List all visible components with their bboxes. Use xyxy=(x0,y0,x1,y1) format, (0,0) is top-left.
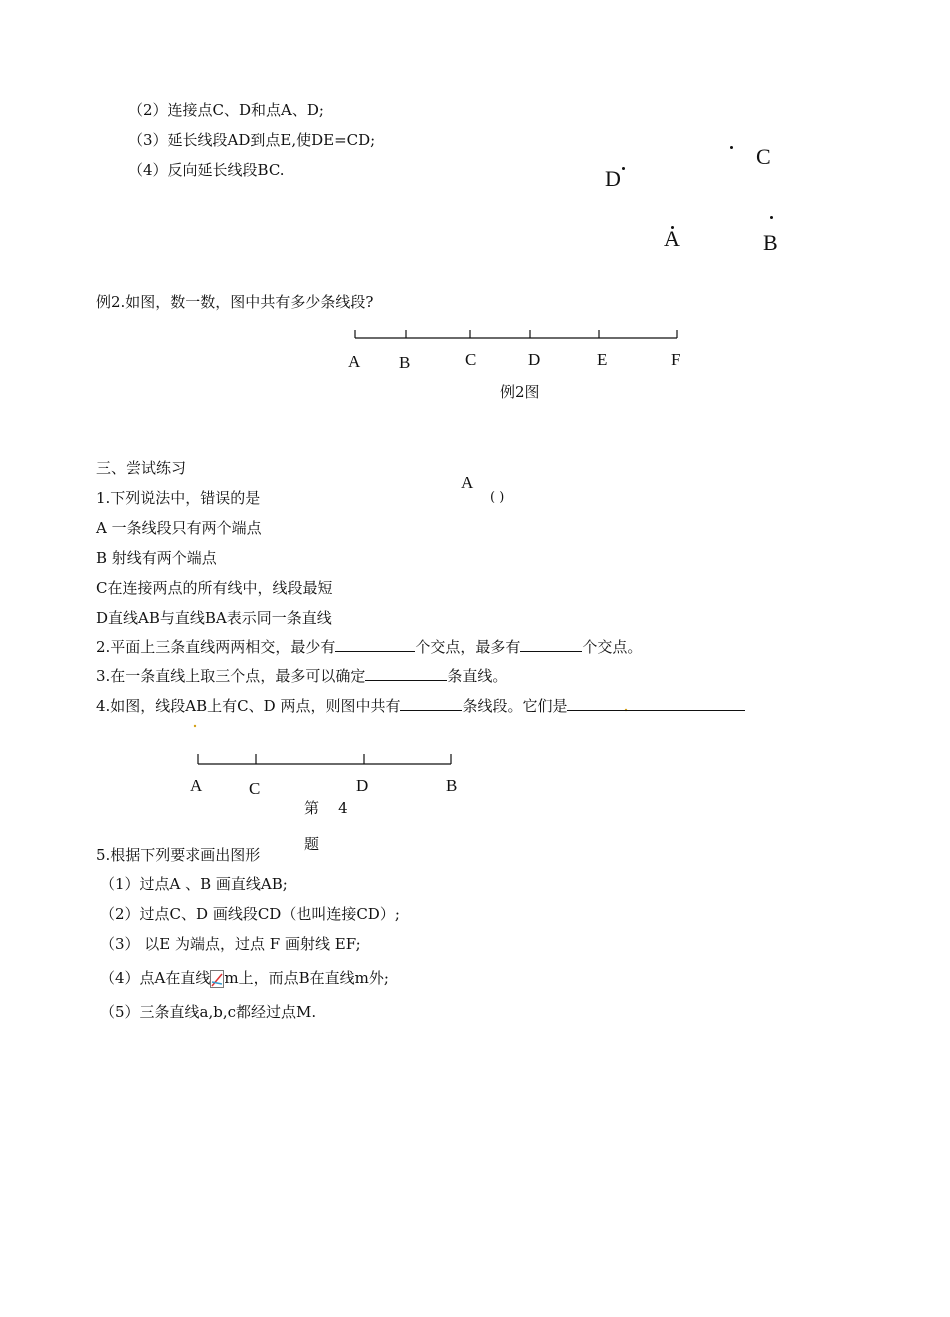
q1-answer-paren: ( ) xyxy=(490,490,505,505)
q2-blank-min[interactable] xyxy=(335,637,415,652)
fig4-point-a: A xyxy=(190,776,203,795)
q1-option-c: C在连接两点的所有线中，线段最短 xyxy=(96,579,333,597)
step-2: （2）连接点C、D和点A、D; xyxy=(128,101,324,119)
fig4-point-d: D xyxy=(356,776,369,795)
q1-option-b: B 射线有两个端点 xyxy=(96,549,217,567)
q5-item-4 xyxy=(100,968,389,988)
q2-blank-max[interactable] xyxy=(520,637,582,652)
fig4-caption-1: 第 4 xyxy=(304,799,348,817)
q4-blank-count[interactable] xyxy=(400,696,462,711)
q3-line xyxy=(96,666,507,686)
q1-option-d: D直线AB与直线BA表示同一条直线 xyxy=(96,609,332,627)
q5-item-4-text-b: m上，而点B在直线m外; xyxy=(224,969,389,987)
fig4-point-b: B xyxy=(446,776,458,795)
q5-item-5: （5）三条直线a,b,c都经过点M. xyxy=(100,1003,317,1021)
fig4-caption-2: 题 xyxy=(304,835,320,853)
example2-point-d: D xyxy=(528,350,541,369)
point-c-label: C xyxy=(756,144,771,169)
example2-point-c: C xyxy=(465,350,477,369)
q3-blank[interactable] xyxy=(365,666,447,681)
section3-title: 三、尝试练习 xyxy=(96,459,187,477)
q5-item-3: （3） 以E 为端点，过点 F 画射线 EF; xyxy=(100,935,361,953)
q4-text-b: 条线段。它们是 xyxy=(462,697,568,715)
step-4: （4）反向延长线段BC. xyxy=(128,161,285,179)
q3-text-a: 3.在一条直线上取三个点，最多可以确定 xyxy=(96,667,366,685)
q4-blank-list[interactable] xyxy=(567,696,745,711)
example2-caption: 例2图 xyxy=(500,383,540,401)
example2-point-a: A xyxy=(348,352,361,371)
q2-text-a: 2.平面上三条直线两两相交，最少有 xyxy=(96,638,336,656)
q2-line xyxy=(96,637,642,657)
example2-segment xyxy=(355,330,677,338)
q2-text-c: 个交点。 xyxy=(582,638,643,656)
example2-question: 例2.如图，数一数，图中共有多少条线段? xyxy=(96,293,374,311)
q5-text: 5.根据下列要求画出图形 xyxy=(96,846,261,864)
q2-text-b: 个交点，最多有 xyxy=(415,638,521,656)
point-d-label: D xyxy=(605,166,621,191)
example2-point-f: F xyxy=(671,350,681,369)
point-b-label: B xyxy=(763,230,778,255)
q4-line xyxy=(96,696,745,716)
point-a-label: A xyxy=(664,226,680,251)
broken-image-icon xyxy=(210,970,224,988)
fig4-point-c: C xyxy=(249,779,261,798)
q1-option-a: A 一条线段只有两个端点 xyxy=(96,519,262,537)
q5-item-1: （1）过点A 、B 画直线AB; xyxy=(100,875,288,893)
example2-point-e: E xyxy=(597,350,608,369)
step-3: （3）延长线段AD到点E,使DE=CD; xyxy=(128,131,376,149)
fig4-segment xyxy=(198,754,451,764)
q1-stray-label: A xyxy=(461,473,474,492)
q5-item-4-text-a: （4）点A在直线 xyxy=(100,969,211,987)
example2-point-b: B xyxy=(399,353,411,372)
q4-text-a: 4.如图，线段AB上有C、D 两点，则图中共有 xyxy=(96,697,401,715)
q5-item-2: （2）过点C、D 画线段CD（也叫连接CD）; xyxy=(100,905,400,923)
q1-text: 1.下列说法中，错误的是 xyxy=(96,489,261,507)
q3-text-b: 条直线。 xyxy=(447,667,508,685)
